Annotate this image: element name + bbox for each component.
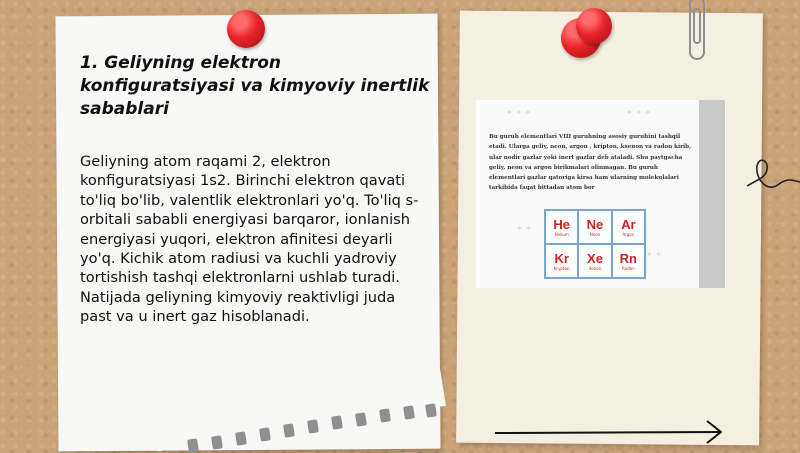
- photo-watermark: ✦ ✦ ✦: [626, 108, 652, 117]
- element-name: Argon: [622, 232, 635, 237]
- element-name: Helium: [554, 232, 569, 237]
- curl-line-icon: [745, 150, 800, 210]
- element-cell: [578, 210, 611, 244]
- slide-title: 1. Geliyning elektron konfiguratsiyasi va kimyoviy inertlik sabablari: [80, 53, 430, 119]
- photo-paragraph: Bu guruh elementlari VIII guruhning asosiy guruhini tashqil etadi. Ularga geliy, neon, argon , kripton, ksenon va radon kirib, ular nodir gazlar yoki inert gazlar deb ataladi. Shu paytgacha geliy, neon va argon birikmalari olinmagan. Bu guruh elementlari gazlar qatoriga kirsa ham ularning molekulalari tarkibida faqat bittadan atom bor: [489, 134, 692, 192]
- element-symbol: Ar: [621, 217, 636, 232]
- photo-watermark: ✦ ✦: [646, 250, 662, 259]
- photo-side-strip: [699, 100, 725, 288]
- element-name: Neon: [589, 232, 601, 237]
- noble-gas-table: [544, 209, 646, 279]
- push-pin-icon: [227, 10, 265, 48]
- element-name: Xenon: [588, 266, 602, 271]
- paper-clip-icon: [689, 0, 705, 60]
- element-symbol: Kr: [554, 251, 569, 266]
- element-cell: [612, 244, 645, 278]
- element-cell: [612, 210, 645, 244]
- slide-body-text: Geliyning atom raqami 2, elektron konfiguratsiyasi 1s2. Birinchi elektron qavati to'liq bo'lib, valentlik elektronlari yo'q. To'liq s-orbitali sababli energiyasi barqaror, ionlanish energiyasi yuqori, elektron afinitesi deyarli yo'q. Kichik atom radiusi va kuchli yadroviy tortishish tashqi elektronlarni ushlab turadi. Natijada geliyning kimyoviy reaktivligi juda past va u inert gaz hisoblanadi.: [80, 153, 419, 326]
- element-cell: [545, 244, 578, 278]
- element-symbol: Ne: [586, 217, 604, 232]
- arrow-right-icon: [493, 418, 725, 446]
- element-symbol: Rn: [619, 251, 637, 266]
- photo-watermark: ✦ ✦ ✦: [506, 108, 532, 117]
- element-symbol: He: [553, 217, 570, 232]
- element-cell: [545, 210, 578, 244]
- element-symbol: Xe: [587, 251, 603, 266]
- textbook-photo: [476, 100, 725, 288]
- push-pin-icon: [576, 8, 612, 44]
- element-cell: [578, 244, 611, 278]
- element-name: Krypton: [553, 266, 570, 271]
- photo-watermark: ✦ ✦: [516, 224, 532, 233]
- element-name: Radon: [621, 266, 635, 271]
